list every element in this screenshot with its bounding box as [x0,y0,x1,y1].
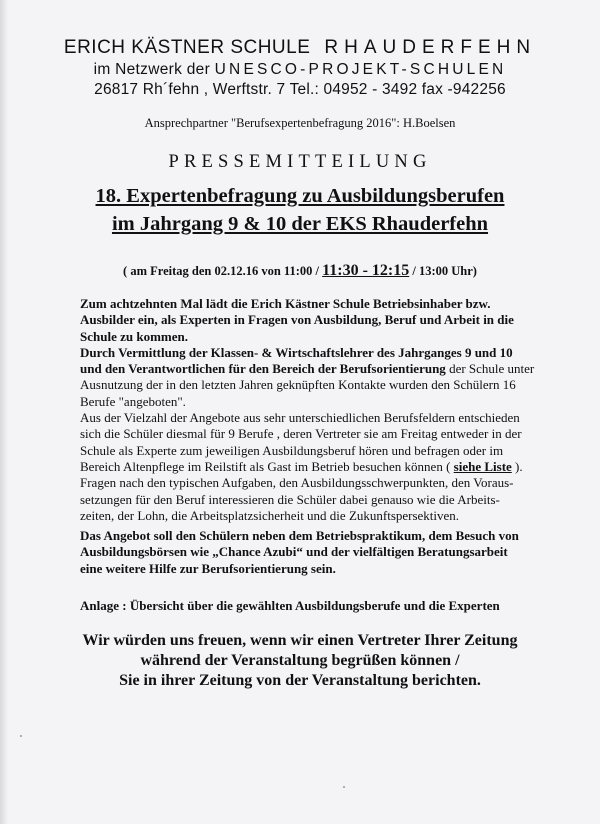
title-line-1: 18. Expertenbefragung zu Ausbildungsberufen [95,185,505,207]
closing-line: Sie in ihrer Zeitung von der Veranstaltung berichten. [119,672,481,689]
time-highlight: 11:30 - 12:15 [322,262,410,279]
paragraph-line: Berufe "angeboten". [80,393,186,409]
school-place: RHAUDERFEHN [324,37,537,58]
paragraph-line-mixed [80,361,550,377]
bold-fragment: und den Verantwortlichen für den Bereich der Berufsorientierung [80,361,446,377]
network-name: UNESCO-PROJEKT-SCHULEN [214,61,507,78]
paragraph-line-with-link [80,459,550,475]
paragraph-line: Das Angebot soll den Schülern neben dem Betriebspraktikum, dem Besuch von [80,528,519,543]
date-suffix: / 13:00 Uhr) [412,264,477,278]
main-paragraph [80,296,550,524]
closing-line: während der Veranstaltung begrüßen können / [140,652,460,669]
network-line [0,61,600,79]
paragraph-line: setzungen für den Beruf interessieren die Schüler dabei genauso wie die Arbeits- [80,491,500,507]
school-name: ERICH KÄSTNER SCHULE [63,37,311,58]
scan-speck [343,786,345,788]
offer-paragraph [80,528,550,577]
paragraph-line: Schule zu kommen. [80,328,188,344]
network-prefix: im Netzwerk der [93,61,211,78]
school-name-heading [0,37,600,59]
date-line [0,262,600,280]
press-release-heading: PRESSEMITTEILUNG [168,152,432,172]
date-prefix: ( am Freitag den 02.12.16 von 11:00 / [123,264,319,278]
paragraph-line: Durch Vermittlung der Klassen- & Wirtschaftslehrer des Jahrganges 9 und 10 [80,344,513,360]
paragraph-line: zeiten, der Lohn, die Arbeitsplatzsicherheit und die Zukunftspersektiven. [80,507,460,523]
closing-statement [0,631,600,691]
link-line-before: Bereich Altenpflege im Reilstift als Gast im Betrieb besuchen können ( [80,458,451,474]
paragraph-line: Ausnutzung der in den letzten Jahren geknüpften Kontakte wurden den Schülern 16 [80,377,516,393]
normal-fragment: der Schule unter [449,361,535,377]
closing-line: Wir würden uns freuen, wenn wir einen Vertreter Ihrer Zeitung [82,632,518,649]
paragraph-line: Ausbildungsbörsen wie „Chance Azubi“ und der vielfältigen Beratungsarbeit [80,544,508,560]
scan-speck [20,735,22,737]
paragraph-line: Zum achtzehnten Mal lädt die Erich Kästner Schule Betriebsinhaber bzw. [80,296,491,311]
paragraph-line: Fragen nach den typischen Aufgaben, den Ausbildungsschwerpunkten, den Voraus- [80,475,514,491]
paragraph-line: Schule als Experte zum jeweiligen Ausbildungsberuf hören und befragen oder im [80,442,504,458]
paragraph-line: Ausbilder ein, als Experten in Fragen von Ausbildung, Beruf und Arbeit in die [80,312,514,328]
link-line-after: ). [515,458,523,474]
paragraph-line: eine weitere Hilfe zur Berufsorientierung sein. [80,560,336,576]
title-line-2: im Jahrgang 9 & 10 der EKS Rhauderfehn [111,213,489,235]
paragraph-line: sich die Schüler diesmal für 9 Berufe , deren Vertreter sie am Freitag entweder in der [80,426,522,442]
contact-person-line: Ansprechpartner "Berufsexpertenbefragung 2016": H.Boelsen [144,116,456,130]
paragraph-line: Aus der Vielzahl der Angebote aus sehr unterschiedlichen Berufsfeldern entschieden [80,410,520,426]
address-line: 26817 Rh´fehn , Werftstr. 7 Tel.: 04952 - 3492 fax -942256 [94,81,506,98]
attachment-line: Anlage : Übersicht über die gewählten Ausbildungsberufe und die Experten [80,598,500,613]
see-list-link: siehe Liste [453,458,512,474]
